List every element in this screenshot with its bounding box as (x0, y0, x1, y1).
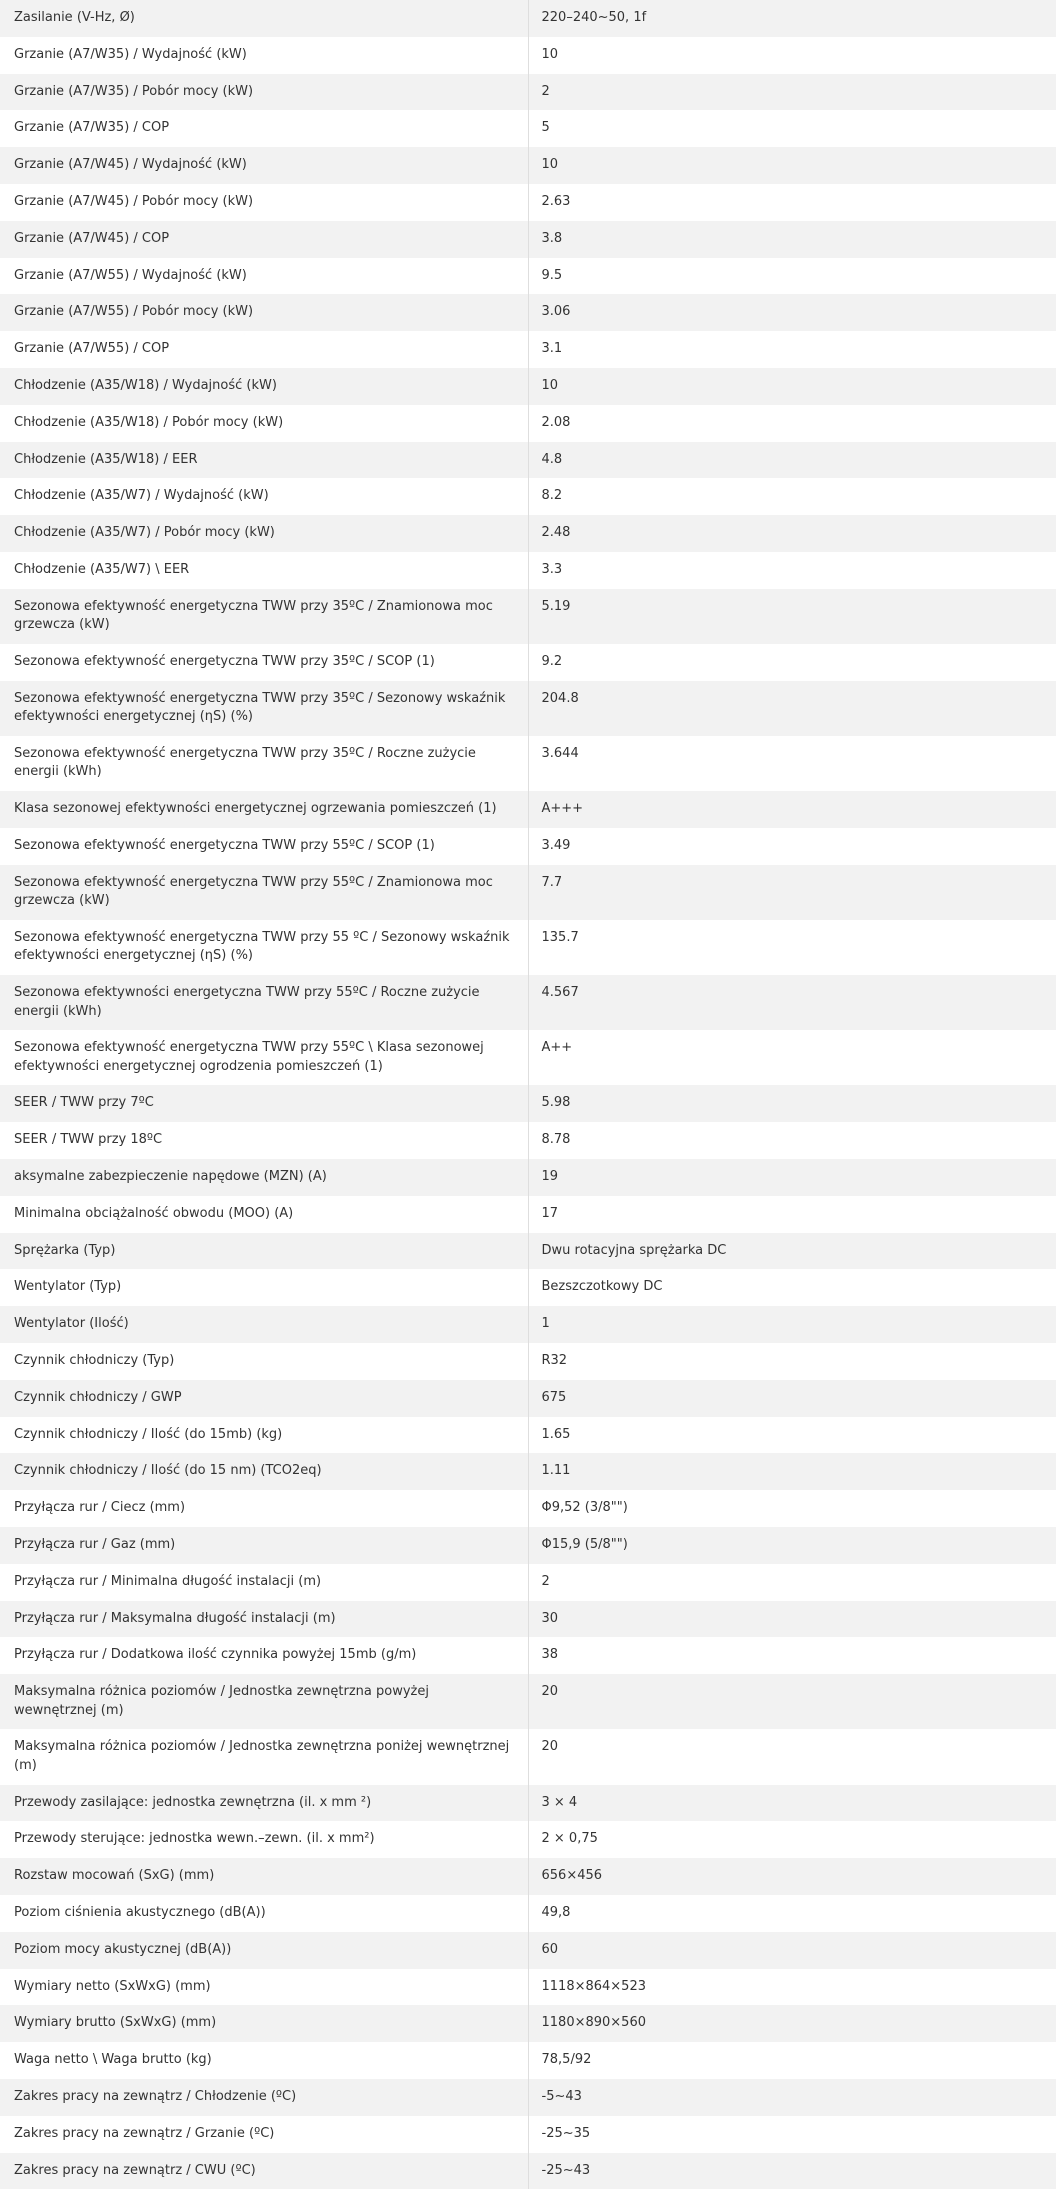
spec-label: Grzanie (A7/W55) / Wydajność (kW) (0, 258, 528, 295)
table-row (0, 1674, 1056, 1729)
spec-label: Wentylator (Ilość) (0, 1306, 528, 1343)
table-row (0, 1601, 1056, 1638)
spec-value: 10 (528, 37, 1056, 74)
spec-value: 9.5 (528, 258, 1056, 295)
table-row (0, 1932, 1056, 1969)
table-row (0, 681, 1056, 736)
spec-value: 2 (528, 74, 1056, 111)
table-row (0, 184, 1056, 221)
table-row (0, 37, 1056, 74)
table-row (0, 552, 1056, 589)
spec-value: 3.3 (528, 552, 1056, 589)
spec-value: 656×456 (528, 1858, 1056, 1895)
spec-value: Φ9,52 (3/8"") (528, 1490, 1056, 1527)
spec-label: SEER / TWW przy 18ºC (0, 1122, 528, 1159)
spec-value: 3.1 (528, 331, 1056, 368)
spec-label: Waga netto \ Waga brutto (kg) (0, 2042, 528, 2079)
spec-label: Zakres pracy na zewnątrz / Grzanie (ºC) (0, 2116, 528, 2153)
table-row (0, 442, 1056, 479)
table-row (0, 920, 1056, 975)
spec-label: SEER / TWW przy 7ºC (0, 1085, 528, 1122)
table-row (0, 74, 1056, 111)
spec-label: Poziom mocy akustycznej (dB(A)) (0, 1932, 528, 1969)
table-row (0, 258, 1056, 295)
spec-label: Sezonowa efektywność energetyczna TWW przy 35ºC / SCOP (1) (0, 644, 528, 681)
spec-value: A++ (528, 1030, 1056, 1085)
spec-label: Grzanie (A7/W35) / Wydajność (kW) (0, 37, 528, 74)
spec-label: Zakres pracy na zewnątrz / CWU (ºC) (0, 2153, 528, 2190)
table-row (0, 1490, 1056, 1527)
spec-label: Wymiary netto (SxWxG) (mm) (0, 1969, 528, 2006)
table-row (0, 1269, 1056, 1306)
spec-value: 7.7 (528, 865, 1056, 920)
spec-label: Sezonowa efektywność energetyczna TWW przy 55ºC \ Klasa sezonowej efektywności energetycznej ogrodzenia pomieszczeń (1) (0, 1030, 528, 1085)
table-row (0, 1417, 1056, 1454)
spec-value: 10 (528, 147, 1056, 184)
table-row (0, 515, 1056, 552)
table-row (0, 975, 1056, 1030)
table-row (0, 2116, 1056, 2153)
table-row (0, 2153, 1056, 2190)
spec-label: Grzanie (A7/W55) / Pobór mocy (kW) (0, 294, 528, 331)
spec-value: 1 (528, 1306, 1056, 1343)
table-row (0, 405, 1056, 442)
spec-value: 5 (528, 110, 1056, 147)
spec-label: Chłodzenie (A35/W18) / Pobór mocy (kW) (0, 405, 528, 442)
table-row (0, 865, 1056, 920)
spec-label: Minimalna obciążalność obwodu (MOO) (A) (0, 1196, 528, 1233)
spec-label: Chłodzenie (A35/W18) / EER (0, 442, 528, 479)
spec-value: 17 (528, 1196, 1056, 1233)
spec-label: Grzanie (A7/W35) / COP (0, 110, 528, 147)
spec-value: -25~35 (528, 2116, 1056, 2153)
table-row (0, 2042, 1056, 2079)
spec-value: -25~43 (528, 2153, 1056, 2190)
spec-label: Sprężarka (Typ) (0, 1233, 528, 1270)
spec-value: 2.08 (528, 405, 1056, 442)
spec-label: Poziom ciśnienia akustycznego (dB(A)) (0, 1895, 528, 1932)
spec-label: Sezonowa efektywności energetyczna TWW przy 55ºC / Roczne zużycie energii (kWh) (0, 975, 528, 1030)
spec-label: Chłodzenie (A35/W18) / Wydajność (kW) (0, 368, 528, 405)
table-row (0, 0, 1056, 37)
spec-value: 8.78 (528, 1122, 1056, 1159)
spec-value: 4.8 (528, 442, 1056, 479)
spec-value: 3.8 (528, 221, 1056, 258)
spec-value: 78,5/92 (528, 2042, 1056, 2079)
table-row (0, 589, 1056, 644)
spec-value: 3.49 (528, 828, 1056, 865)
spec-value: 49,8 (528, 1895, 1056, 1932)
table-row (0, 294, 1056, 331)
table-row (0, 1858, 1056, 1895)
table-row (0, 221, 1056, 258)
spec-value: 30 (528, 1601, 1056, 1638)
table-row (0, 736, 1056, 791)
spec-value: 3.06 (528, 294, 1056, 331)
spec-label: Czynnik chłodniczy (Typ) (0, 1343, 528, 1380)
table-row (0, 1821, 1056, 1858)
spec-label: Chłodzenie (A35/W7) / Wydajność (kW) (0, 478, 528, 515)
spec-label: Wymiary brutto (SxWxG) (mm) (0, 2005, 528, 2042)
table-row (0, 791, 1056, 828)
table-row (0, 1122, 1056, 1159)
spec-value: 1118×864×523 (528, 1969, 1056, 2006)
spec-value: 20 (528, 1729, 1056, 1784)
table-row (0, 1085, 1056, 1122)
spec-label: Czynnik chłodniczy / Ilość (do 15mb) (kg) (0, 1417, 528, 1454)
spec-label: Czynnik chłodniczy / GWP (0, 1380, 528, 1417)
spec-label: Zakres pracy na zewnątrz / Chłodzenie (ºC) (0, 2079, 528, 2116)
spec-value: 2 (528, 1564, 1056, 1601)
spec-value: A+++ (528, 791, 1056, 828)
table-row (0, 828, 1056, 865)
table-row (0, 1729, 1056, 1784)
spec-value: 10 (528, 368, 1056, 405)
spec-value: -5~43 (528, 2079, 1056, 2116)
spec-value: 5.98 (528, 1085, 1056, 1122)
spec-label: Maksymalna różnica poziomów / Jednostka zewnętrzna powyżej wewnętrznej (m) (0, 1674, 528, 1729)
spec-value: 135.7 (528, 920, 1056, 975)
table-row (0, 1969, 1056, 2006)
spec-value: Dwu rotacyjna sprężarka DC (528, 1233, 1056, 1270)
spec-label: Grzanie (A7/W45) / Wydajność (kW) (0, 147, 528, 184)
table-row (0, 1343, 1056, 1380)
spec-label: Sezonowa efektywność energetyczna TWW przy 35ºC / Sezonowy wskaźnik efektywności energetycznej (ηS) (%) (0, 681, 528, 736)
spec-value: 5.19 (528, 589, 1056, 644)
table-row (0, 1895, 1056, 1932)
spec-value: 60 (528, 1932, 1056, 1969)
spec-value: 8.2 (528, 478, 1056, 515)
table-row (0, 1785, 1056, 1822)
table-row (0, 1637, 1056, 1674)
table-row (0, 478, 1056, 515)
spec-label: Sezonowa efektywność energetyczna TWW przy 35ºC / Roczne zużycie energii (kWh) (0, 736, 528, 791)
spec-value: R32 (528, 1343, 1056, 1380)
spec-label: Sezonowa efektywność energetyczna TWW przy 35ºC / Znamionowa moc grzewcza (kW) (0, 589, 528, 644)
spec-label: Grzanie (A7/W55) / COP (0, 331, 528, 368)
table-row (0, 1527, 1056, 1564)
table-row (0, 2079, 1056, 2116)
spec-label: Wentylator (Typ) (0, 1269, 528, 1306)
table-row (0, 1233, 1056, 1270)
table-row (0, 1159, 1056, 1196)
table-row (0, 1453, 1056, 1490)
table-row (0, 1380, 1056, 1417)
spec-label: Przyłącza rur / Maksymalna długość instalacji (m) (0, 1601, 528, 1638)
spec-value: 9.2 (528, 644, 1056, 681)
spec-value: 1.65 (528, 1417, 1056, 1454)
spec-label: Chłodzenie (A35/W7) / Pobór mocy (kW) (0, 515, 528, 552)
spec-value: 1180×890×560 (528, 2005, 1056, 2042)
table-row (0, 1306, 1056, 1343)
spec-value: 3.644 (528, 736, 1056, 791)
table-row (0, 1196, 1056, 1233)
table-row (0, 110, 1056, 147)
spec-value: Bezszczotkowy DC (528, 1269, 1056, 1306)
table-row (0, 1564, 1056, 1601)
spec-value: 3 × 4 (528, 1785, 1056, 1822)
spec-label: Przyłącza rur / Minimalna długość instalacji (m) (0, 1564, 528, 1601)
spec-label: Przyłącza rur / Ciecz (mm) (0, 1490, 528, 1527)
spec-label: Sezonowa efektywność energetyczna TWW przy 55ºC / Znamionowa moc grzewcza (kW) (0, 865, 528, 920)
table-row (0, 2005, 1056, 2042)
spec-label: Maksymalna różnica poziomów / Jednostka zewnętrzna poniżej wewnętrznej (m) (0, 1729, 528, 1784)
spec-value: 220–240~50, 1f (528, 0, 1056, 37)
spec-value: 2 × 0,75 (528, 1821, 1056, 1858)
spec-value: 19 (528, 1159, 1056, 1196)
spec-label: Przewody zasilające: jednostka zewnętrzna (il. x mm ²) (0, 1785, 528, 1822)
table-row (0, 644, 1056, 681)
table-row (0, 147, 1056, 184)
spec-value: 2.48 (528, 515, 1056, 552)
spec-label: Chłodzenie (A35/W7) \ EER (0, 552, 528, 589)
spec-value: 4.567 (528, 975, 1056, 1030)
table-row (0, 1030, 1056, 1085)
spec-value: 20 (528, 1674, 1056, 1729)
spec-label: Sezonowa efektywność energetyczna TWW przy 55 ºC / Sezonowy wskaźnik efektywności energetycznej (ηS) (%) (0, 920, 528, 975)
spec-value: 2.63 (528, 184, 1056, 221)
spec-label: Grzanie (A7/W35) / Pobór mocy (kW) (0, 74, 528, 111)
spec-value: 675 (528, 1380, 1056, 1417)
spec-value: 1.11 (528, 1453, 1056, 1490)
spec-label: Przewody sterujące: jednostka wewn.–zewn. (il. x mm²) (0, 1821, 528, 1858)
spec-value: Φ15,9 (5/8"") (528, 1527, 1056, 1564)
spec-label: aksymalne zabezpieczenie napędowe (MZN) (A) (0, 1159, 528, 1196)
spec-label: Przyłącza rur / Dodatkowa ilość czynnika powyżej 15mb (g/m) (0, 1637, 528, 1674)
spec-label: Grzanie (A7/W45) / Pobór mocy (kW) (0, 184, 528, 221)
spec-label: Zasilanie (V-Hz, Ø) (0, 0, 528, 37)
spec-label: Sezonowa efektywność energetyczna TWW przy 55ºC / SCOP (1) (0, 828, 528, 865)
table-row (0, 331, 1056, 368)
spec-value: 204.8 (528, 681, 1056, 736)
spec-label: Rozstaw mocowań (SxG) (mm) (0, 1858, 528, 1895)
spec-label: Przyłącza rur / Gaz (mm) (0, 1527, 528, 1564)
spec-label: Klasa sezonowej efektywności energetycznej ogrzewania pomieszczeń (1) (0, 791, 528, 828)
spec-label: Czynnik chłodniczy / Ilość (do 15 nm) (TCO2eq) (0, 1453, 528, 1490)
table-row (0, 368, 1056, 405)
spec-value: 38 (528, 1637, 1056, 1674)
spec-label: Grzanie (A7/W45) / COP (0, 221, 528, 258)
